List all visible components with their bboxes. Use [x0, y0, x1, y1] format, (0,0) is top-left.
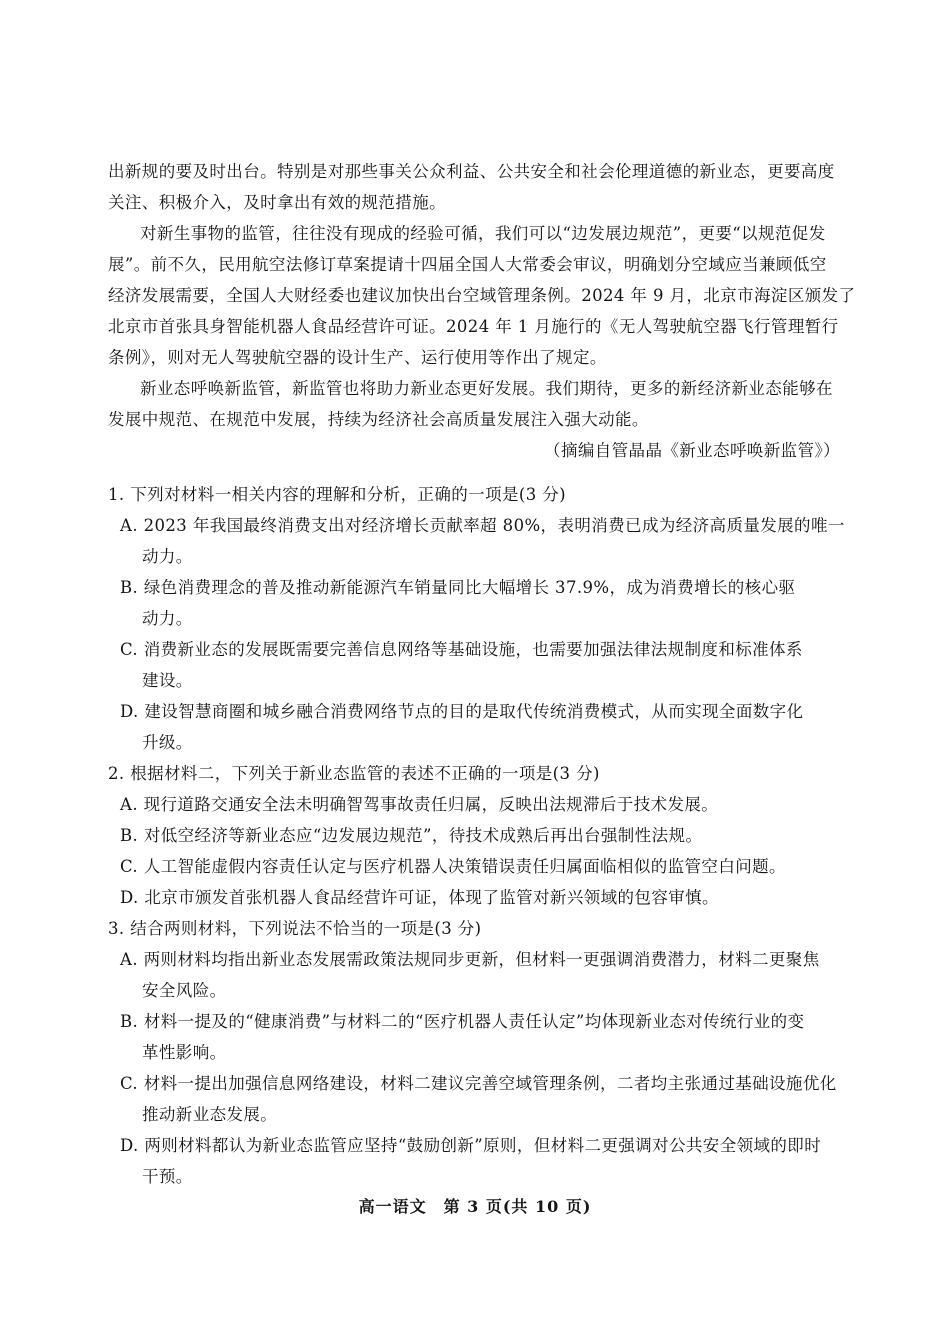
question-stem: 1. 下列对材料一相关内容的理解和分析，正确的一项是(3 分) — [108, 485, 567, 504]
option-b-line: B. 材料一提及的“健康消费”与材料二的“医疗机器人责任认定”均体现新业态对传统行业的变 — [120, 1012, 805, 1031]
passage-line: 对新生事物的监管，往往没有现成的经验可循，我们可以“边发展边规范”，更要“以规范促发 — [140, 224, 826, 243]
passage-line: 经济发展需要，全国人大财经委也建议加快出台空域管理条例。2024 年 9 月，北京市海淀区颁发了 — [108, 286, 856, 305]
passage-line: 发展中规范、在规范中发展，持续为经济社会高质量发展注入强大动能。 — [108, 410, 649, 429]
passage-line: 条例》，则对无人驾驶航空器的设计生产、运行使用等作出了规定。 — [108, 348, 607, 367]
option-c-continued: 推动新业态发展。 — [142, 1105, 278, 1124]
passage-source: （摘编自管晶晶《新业态呼唤新监管》） — [544, 441, 840, 460]
question-stem: 2. 根据材料二，下列关于新业态监管的表述不正确的一项是(3 分) — [108, 764, 600, 783]
option-a-line: A. 两则材料均指出新业态发展需政策法规同步更新，但材料一更强调消费潜力，材料二更聚焦 — [120, 950, 820, 969]
option-a-line: A. 2023 年我国最终消费支出对经济增长贡献率超 80%，表明消费已成为经济高质量发展的唯一 — [120, 516, 845, 535]
option-c-line: C. 消费新业态的发展既需要完善信息网络等基础设施，也需要加强法律法规制度和标准体系 — [120, 640, 803, 659]
option-d-continued: 升级。 — [142, 733, 193, 752]
passage-line: 展”。前不久，民用航空法修订草案提请十四届全国人大常委会审议，明确划分空域应当兼顾低空 — [108, 255, 827, 274]
page-footer: 高一语文 第 3 页(共 10 页) — [358, 1197, 592, 1216]
option-c-line: C. 材料一提出加强信息网络建设，材料二建议完善空域管理条例，二者均主张通过基础设施优化 — [120, 1074, 837, 1093]
question-3 — [108, 913, 844, 1192]
option-d-line: D. 建设智慧商圈和城乡融合消费网络节点的目的是取代传统消费模式，从而实现全面数字化 — [120, 702, 804, 721]
question-1 — [108, 479, 844, 758]
passage-line: 关注、积极介入，及时拿出有效的规范措施。 — [108, 193, 446, 212]
option-d-line: D. 北京市颁发首张机器人食品经营许可证，体现了监管对新兴领域的包容审慎。 — [120, 888, 719, 907]
option-c-line: C. 人工智能虚假内容责任认定与医疗机器人决策错误责任归属面临相似的监管空白问题。 — [120, 857, 786, 876]
question-2 — [108, 758, 844, 913]
option-d-continued: 干预。 — [142, 1167, 193, 1186]
option-b-line: B. 对低空经济等新业态应“边发展边规范”，待技术成熟后再出台强制性法规。 — [120, 826, 703, 845]
passage-line: 北京市首张具身智能机器人食品经营许可证。2024 年 1 月施行的《无人驾驶航空器飞行管理暂行 — [108, 317, 839, 336]
option-a-continued: 安全风险。 — [142, 981, 227, 1000]
passage — [108, 156, 856, 466]
option-d-line: D. 两则材料都认为新业态监管应坚持“鼓励创新”原则，但材料二更强调对公共安全领域的即时 — [120, 1136, 822, 1155]
option-c-continued: 建设。 — [142, 671, 193, 690]
option-b-line: B. 绿色消费理念的普及推动新能源汽车销量同比大幅增长 37.9%，成为消费增长的核心驱 — [120, 578, 796, 597]
question-stem: 3. 结合两则材料，下列说法不恰当的一项是(3 分) — [108, 919, 482, 938]
option-b-continued: 动力。 — [142, 609, 193, 628]
option-a-continued: 动力。 — [142, 547, 193, 566]
passage-line: 出新规的要及时出台。特别是对那些事关公众利益、公共安全和社会伦理道德的新业态，更要高度 — [108, 162, 835, 181]
option-b-continued: 革性影响。 — [142, 1043, 227, 1062]
option-a-line: A. 现行道路交通安全法未明确智驾事故责任归属，反映出法规滞后于技术发展。 — [120, 795, 719, 814]
passage-line: 新业态呼唤新监管，新监管也将助力新业态更好发展。我们期待，更多的新经济新业态能够在 — [140, 379, 833, 398]
